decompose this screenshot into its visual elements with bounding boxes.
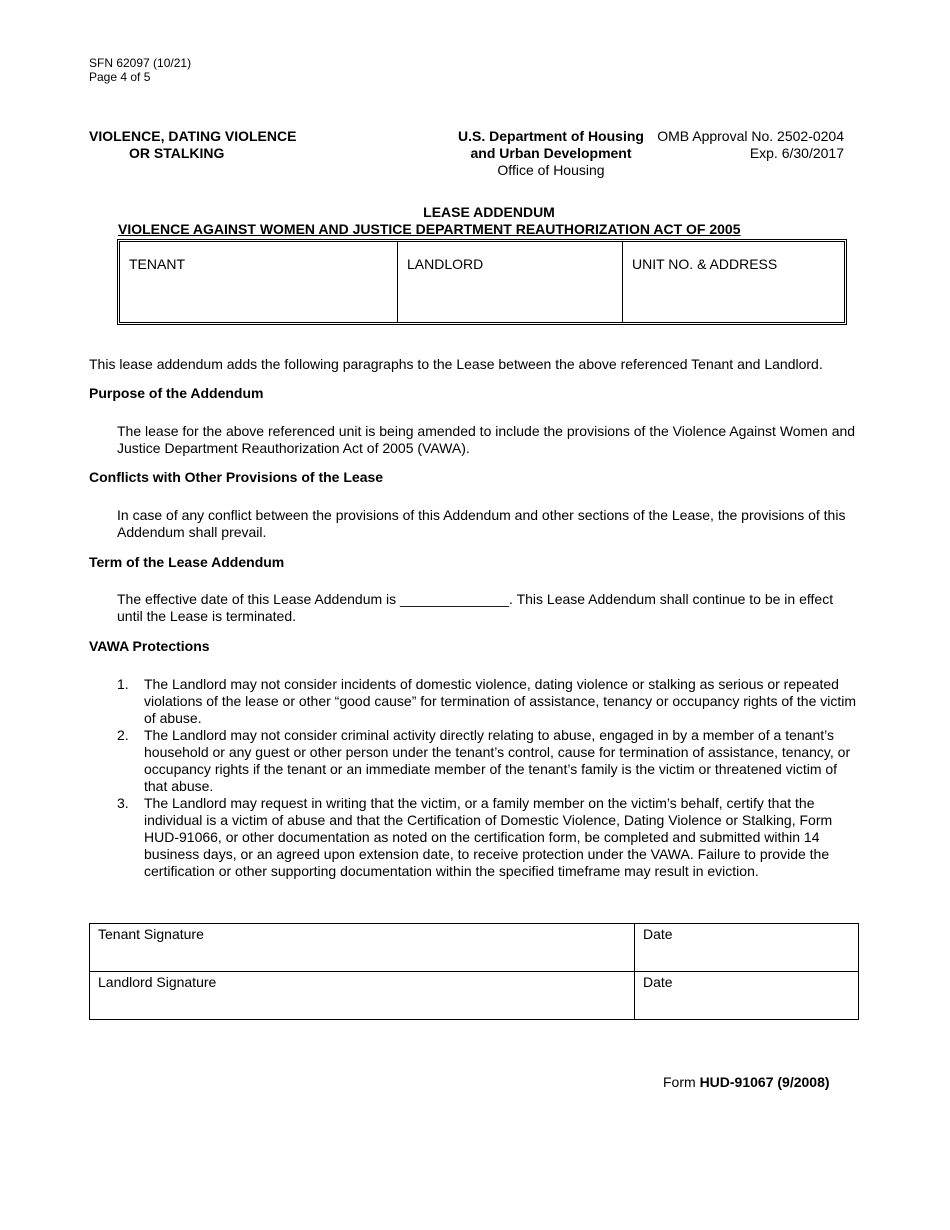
omb-block [640,128,844,162]
form-code: SFN 62097 (10/21) [89,56,192,70]
list-item [117,795,862,880]
vawa-list [117,676,862,880]
parties-box [117,239,847,325]
list-item-text: The Landlord may not consider criminal activity directly relating to abuse, engaged in by a member of a tenant’s household or any guest or other person under the tenant’s control, cause for termination of assistance, tenancy, or occupancy rights if the tenant or an immediate member of the tenant’s family is the victim or threatened victim of that abuse. [144,727,851,794]
purpose-heading: Purpose of the Addendum [89,385,264,401]
landlord-field[interactable] [398,242,623,322]
tenant-date-label: Date [643,926,673,942]
tenant-signature-field[interactable] [90,924,635,972]
list-item-text: The Landlord may request in writing that the victim, or a family member on the victim’s behalf, certify that the individual is a victim of abuse and that the Certification of Domestic Violence, Dating Violence or Stalking, Form HUD-91066, or other documentation as noted on the certification form, be completed and submitted within 14 business days, or an agreed upon extension date, to receive protection under the VAWA. Failure to provide the certification or other supporting documentation within the specified timeframe may result in eviction. [144,795,833,879]
intro-paragraph: This lease addendum adds the following paragraphs to the Lease between the above referenced Tenant and Landlord. [89,356,823,372]
list-item-number: 1. [117,676,129,692]
tenant-date-field[interactable] [635,924,859,972]
agency-line3: Office of Housing [497,162,605,178]
tenant-signature-label: Tenant Signature [98,926,204,942]
term-paragraph: The effective date of this Lease Addendum is ______________. This Lease Addendum shall continue to be in effect until the Lease is terminated. [117,591,834,624]
topic-title-line2: OR STALKING [129,145,225,161]
landlord-date-field[interactable] [635,972,859,1020]
table-row [90,924,859,972]
signature-table [89,923,859,1020]
topic-title-line1: VIOLENCE, DATING VIOLENCE [89,128,297,144]
omb-expiration: Exp. 6/30/2017 [749,145,844,161]
omb-approval: OMB Approval No. 2502-0204 [657,128,844,144]
addendum-subtitle: VIOLENCE AGAINST WOMEN AND JUSTICE DEPARTMENT REAUTHORIZATION ACT OF 2005 [118,221,741,237]
agency-line1: U.S. Department of Housing [458,128,644,144]
unit-address-field[interactable] [623,242,844,322]
list-item-number: 3. [117,795,129,811]
conflicts-heading: Conflicts with Other Provisions of the Lease [89,469,384,485]
list-item [117,676,862,727]
landlord-signature-label: Landlord Signature [98,974,217,990]
form-footer [663,1074,830,1091]
conflicts-paragraph: In case of any conflict between the provisions of this Addendum and other sections of the Lease, the provisions of this Addendum shall prevail. [117,507,846,540]
list-item [117,727,862,795]
table-row [90,972,859,1020]
list-item-text: The Landlord may not consider incidents of domestic violence, dating violence or stalking as serious or repeated violations of the lease or other “good cause” for termination of assistance, tenancy or occupancy rights of the victim of abuse. [144,676,857,726]
page-number: Page 4 of 5 [89,70,151,84]
tenant-field[interactable] [120,242,398,322]
list-item-number: 2. [117,727,129,743]
landlord-label: LANDLORD [407,256,484,272]
purpose-paragraph: The lease for the above referenced unit is being amended to include the provisions of the Violence Against Women and Justice Department Reauthorization Act of 2005 (VAWA). [117,423,856,456]
agency-block [440,128,662,179]
unit-address-label: UNIT NO. & ADDRESS [632,256,778,272]
tenant-label: TENANT [129,256,185,272]
vawa-heading: VAWA Protections [89,638,210,654]
form-footer-prefix: Form [663,1074,696,1090]
form-footer-id: HUD-91067 (9/2008) [699,1074,830,1090]
addendum-title: LEASE ADDENDUM [423,204,555,220]
agency-line2: and Urban Development [470,145,632,161]
landlord-signature-field[interactable] [90,972,635,1020]
landlord-date-label: Date [643,974,673,990]
term-heading: Term of the Lease Addendum [89,554,285,570]
